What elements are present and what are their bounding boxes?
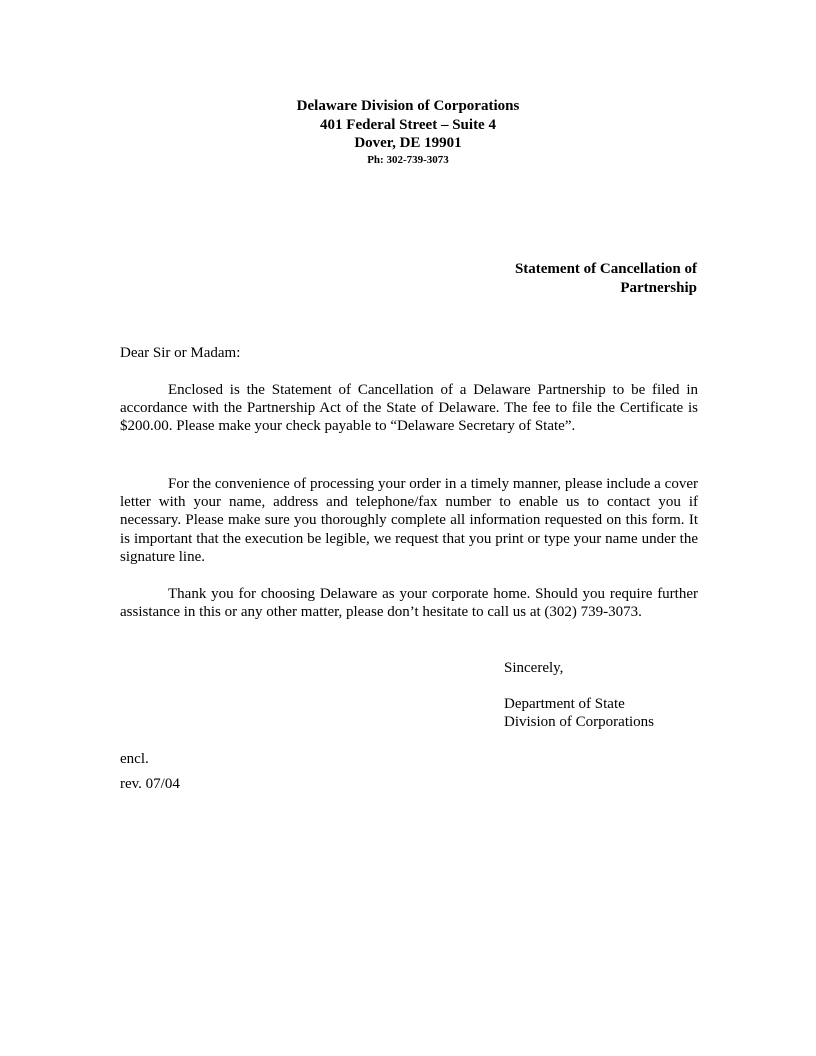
revision-note: rev. 07/04 — [120, 776, 180, 792]
letterhead — [0, 97, 816, 167]
document-title-line2: Partnership — [620, 279, 697, 296]
signer-department: Department of State — [504, 696, 625, 712]
paragraph-cover-letter: For the convenience of processing your order in a timely manner, please include a cover letter with your name, address and telephone/fax number to enable us to contact you if necessary. Please make sure you thoroughly complete all information requested on this form. It is important that the execution be legible, we request that you print or type your name under the signature line. — [120, 476, 698, 565]
letterhead-city-state-zip: Dover, DE 19901 — [354, 135, 462, 151]
letterhead-org-name: Delaware Division of Corporations — [296, 98, 520, 114]
document-title-line1: Statement of Cancellation of — [514, 261, 697, 277]
paragraph-filing-fee: Enclosed is the Statement of Cancellation of a Delaware Partnership to be filed in accordance with the Partnership Act of the State of Delaware. The fee to file the Certificate is $200.00. Please make your check payable to “Delaware Secretary of State”. — [120, 382, 698, 435]
valediction: Sincerely, — [504, 660, 564, 676]
letterhead-street: 401 Federal Street – Suite 4 — [320, 116, 496, 133]
paragraph-thank-you: Thank you for choosing Delaware as your corporate home. Should you require further assistance in this or any other matter, please don’t hesitate to call us at (302) 739-3073. — [120, 586, 698, 621]
document-title — [515, 260, 697, 297]
salutation: Dear Sir or Madam: — [120, 345, 241, 361]
letterhead-phone: Ph: 302-739-3073 — [367, 153, 449, 166]
enclosure-note: encl. — [120, 751, 149, 767]
signature-block — [504, 695, 654, 731]
signer-division: Division of Corporations — [504, 714, 654, 731]
